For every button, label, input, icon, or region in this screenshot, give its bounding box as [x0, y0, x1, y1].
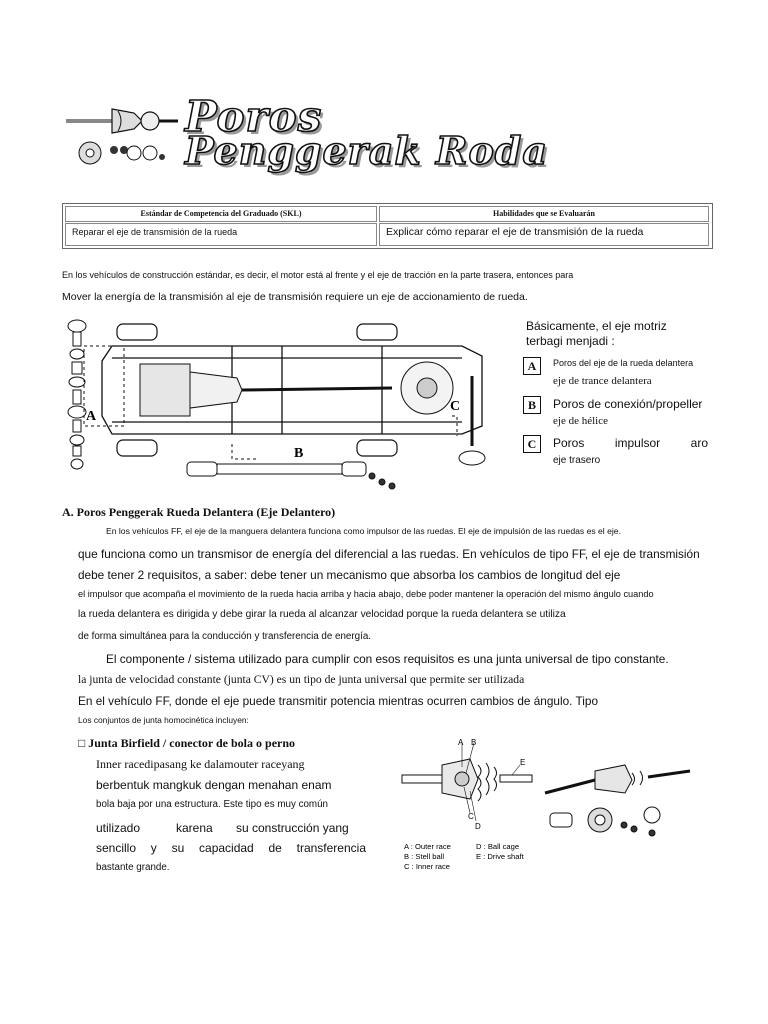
table-cell-skl: Reparar el eje de transmisión de la rueda	[65, 223, 377, 246]
drive-shaft-illustration	[62, 95, 182, 175]
classification-letter-a: A	[523, 357, 541, 375]
cv-legend-2: B : Stell ball	[404, 852, 445, 861]
table-cell-skills: Explicar cómo reparar el eje de transmisión de la rueda	[379, 223, 709, 246]
cv-letter-c: C	[468, 812, 474, 821]
birfield-line-4b: karena	[176, 821, 213, 835]
drivetrain-chassis-diagram	[62, 316, 502, 496]
classification-intro-2: terbagi menjadi :	[526, 334, 615, 348]
cv-legend-3: C : Inner race	[404, 862, 451, 871]
cv-legend-1: A : Outer race	[404, 842, 451, 851]
section-a-p7: El componente / sistema utilizado para cumplir con esos requisitos es una junta universal de tipo constante.	[106, 652, 669, 666]
label-a: A	[86, 409, 97, 424]
section-a-p3: debe tener 2 requisitos, a saber: debe tener un mecanismo que absorba los cambios de longitud del eje	[78, 568, 621, 582]
section-a-p4: el impulsor que acompaña el movimiento de la rueda hacia arriba y hacia abajo, debe poder mantener la operación del mismo ángulo cuando	[78, 589, 654, 599]
classification-label-c: Poros impulsor aro	[553, 436, 708, 450]
section-a-p1: En los vehículos FF, el eje de la manguera delantera funciona como impulsor de las ruedas. El eje de impulsión de las ruedas es el eje.	[106, 526, 621, 536]
classification-sub-a: eje de trance delantera	[553, 375, 652, 387]
cv-legend-5: E : Drive shaft	[476, 852, 524, 861]
classification-label-a: Poros del eje de la rueda delantera	[553, 358, 694, 368]
label-b: B	[294, 446, 304, 461]
classification-letter-c: C	[523, 435, 541, 453]
competency-table	[62, 203, 713, 249]
table-header-skl: Estándar de Competencia del Graduado (SKL)	[65, 206, 377, 222]
section-a-p9: En el vehículo FF, donde el eje puede transmitir potencia mientras ocurren cambios de ángulo. Tipo	[78, 694, 599, 708]
intro-line-1: En los vehículos de construcción estándar, es decir, el motor está al frente y el eje de tracción en la parte trasera, entonces para	[62, 270, 574, 280]
classification-sub-b: eje de hélice	[553, 415, 608, 427]
cv-letter-d: D	[475, 822, 481, 831]
classification-letter-b: B	[523, 396, 541, 414]
cv-letter-a: A	[458, 738, 464, 747]
birfield-line-3: bola baja por una estructura. Este tipo es muy común	[96, 799, 328, 810]
section-a-p8: la junta de velocidad constante (junta CV) es un tipo de junta universal que permite ser utilizada	[78, 673, 525, 686]
cv-letter-e: E	[520, 758, 526, 767]
birfield-line-6: bastante grande.	[96, 862, 170, 873]
page-title-line-1: Poros	[185, 92, 323, 141]
classification-label-b: Poros de conexión/propeller	[553, 397, 703, 411]
section-a-p6: de forma simultánea para la conducción y transferencia de energía.	[78, 631, 371, 642]
classification-sub-c: eje trasero	[553, 455, 601, 466]
birfield-line-4c: su construcción yang	[236, 821, 349, 835]
cv-joint-diagram	[400, 735, 700, 875]
cv-letter-b: B	[471, 738, 477, 747]
cv-legend-4: D : Ball cage	[476, 842, 520, 851]
intro-line-2: Mover la energía de la transmisión al eje de transmisión requiere un eje de accionamiento de rueda.	[62, 291, 528, 303]
birfield-line-2: berbentuk mangkuk dengan menahan enam	[96, 778, 332, 792]
section-a-p5: la rueda delantera es dirigida y debe girar la rueda al alcanzar velocidad porque la rueda delantera se utiliza	[78, 609, 566, 620]
section-a-heading: A. Poros Penggerak Rueda Delantera (Eje Delantero)	[62, 505, 336, 519]
label-c: C	[450, 399, 461, 414]
birfield-line-5: sencillo y su capacidad de transferencia	[96, 841, 366, 855]
section-a-p2: que funciona como un transmisor de energía del diferencial a las ruedas. En vehículos de tipo FF, el eje de transmisión	[78, 547, 700, 561]
table-header-skills: Habilidades que se Evaluarán	[379, 206, 709, 222]
birfield-line-1: Inner racedipasang ke dalamouter raceyang	[96, 757, 305, 771]
page-title-line-2: Penggerak Roda	[185, 128, 548, 173]
birfield-heading: □ Junta Birfield / conector de bola o perno	[78, 736, 296, 750]
birfield-line-4a: utilizado	[96, 821, 141, 835]
classification-intro-1: Básicamente, el eje motriz	[526, 319, 667, 333]
section-a-p10: Los conjuntos de junta homocinética incluyen:	[78, 715, 249, 725]
